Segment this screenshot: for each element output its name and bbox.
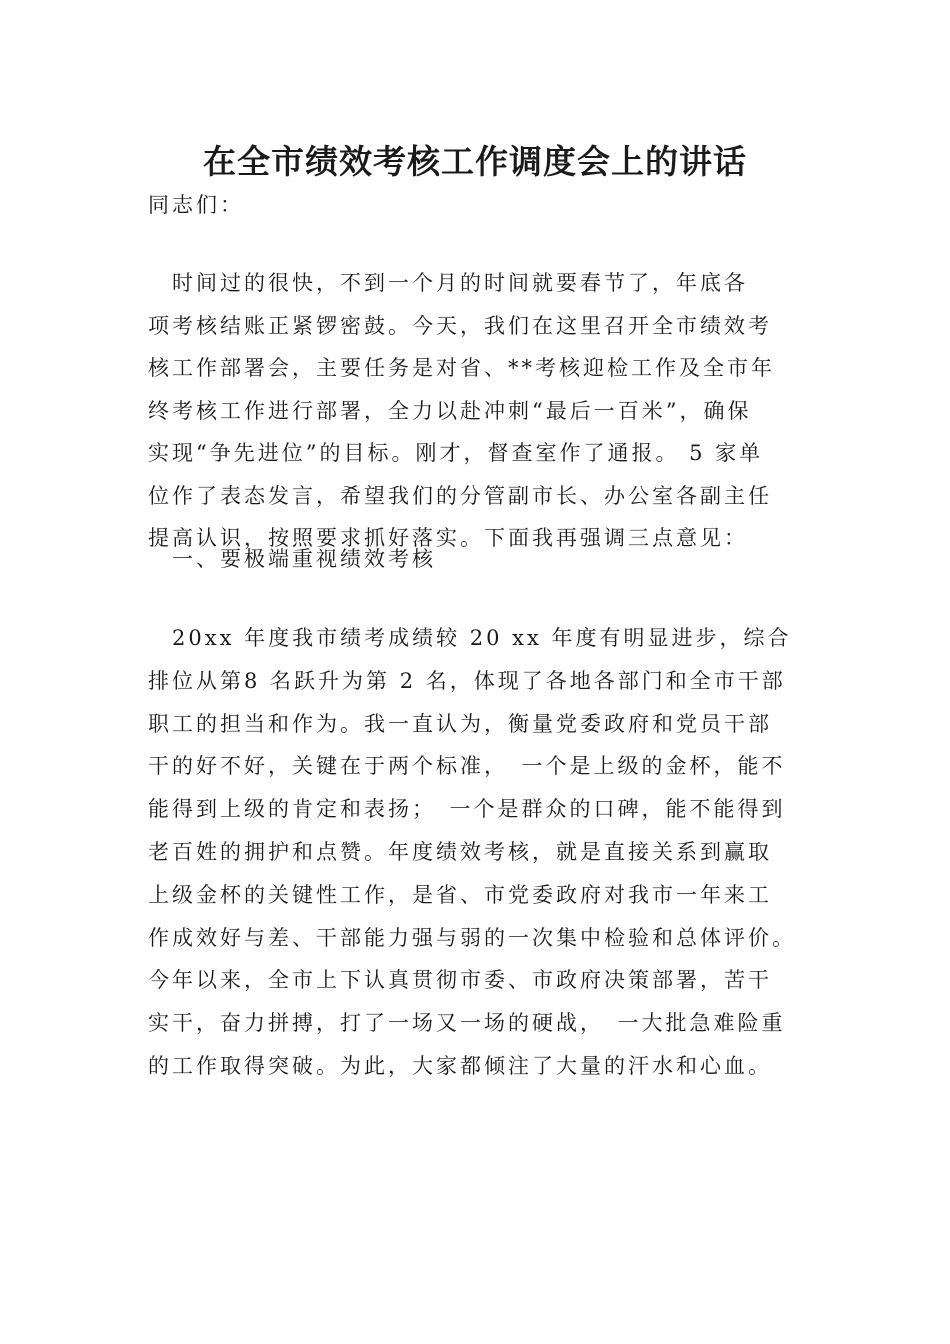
paragraph-line: 实干，奋力拼搏，打了一场又一场的硬战， 一大批急难险重 [148, 1011, 786, 1036]
paragraph-line: 提高认识，按照要求抓好落实。下面我再强调三点意见： [148, 526, 748, 550]
paragraph-line: 上级金杯的关键性工作，是省、市党委政府对我市一年来工 [148, 882, 772, 907]
paragraph-line: 项考核结账正紧锣密鼓。今天，我们在这里召开全市绩效考 [148, 313, 772, 338]
paragraph-line: 20xx 年度我市绩考成绩较 20 xx 年度有明显进步，综合 [148, 626, 792, 650]
paragraph-line: 作成效好与差、干部能力强与弱的一次集中检验和总体评价。 [148, 925, 796, 950]
paragraph-line: 实现“争先进位”的目标。刚才，督查室作了通报。 5 家单 [148, 441, 764, 465]
salutation: 同志们： [148, 193, 244, 217]
paragraph-line: 核工作部署会，主要任务是对省、**考核迎检工作及全市年 [148, 356, 775, 380]
paragraph-line: 今年以来，全市上下认真贯彻市委、市政府决策部署，苦干 [148, 968, 772, 993]
paragraph-line: 位作了表态发言，希望我们的分管副市长、办公室各副主任 [148, 483, 772, 508]
paragraph-line: 职工的担当和作为。我一直认为，衡量党委政府和党员干部 [148, 711, 772, 736]
document-title: 在全市绩效考核工作调度会上的讲话 [203, 142, 747, 181]
paragraph-line: 老百姓的拥护和点赞。年度绩效考核，就是直接关系到赢取 [148, 839, 772, 864]
paragraph-2 [148, 617, 818, 1088]
paragraph-line: 排位从第8 名跃升为第 2 名，体现了各地各部门和全市干部 [148, 668, 786, 693]
paragraph-line: 终考核工作进行部署，全力以赴冲刺“最后一百米”，确保 [148, 398, 752, 423]
paragraph-line: 能得到上级的肯定和表扬； 一个是群众的口碑，能不能得到 [148, 797, 786, 822]
section-heading: 一、要极端重视绩效考核 [148, 547, 436, 571]
paragraph-line: 的工作取得突破。为此，大家都倾注了大量的汗水和心血。 [148, 1053, 772, 1078]
paragraph-line: 时间过的很快，不到一个月的时间就要春节了，年底各 [148, 271, 748, 295]
paragraph-line: 干的好不好，关键在于两个标准， 一个是上级的金杯，能不 [148, 754, 786, 779]
paragraph-1 [148, 262, 818, 560]
